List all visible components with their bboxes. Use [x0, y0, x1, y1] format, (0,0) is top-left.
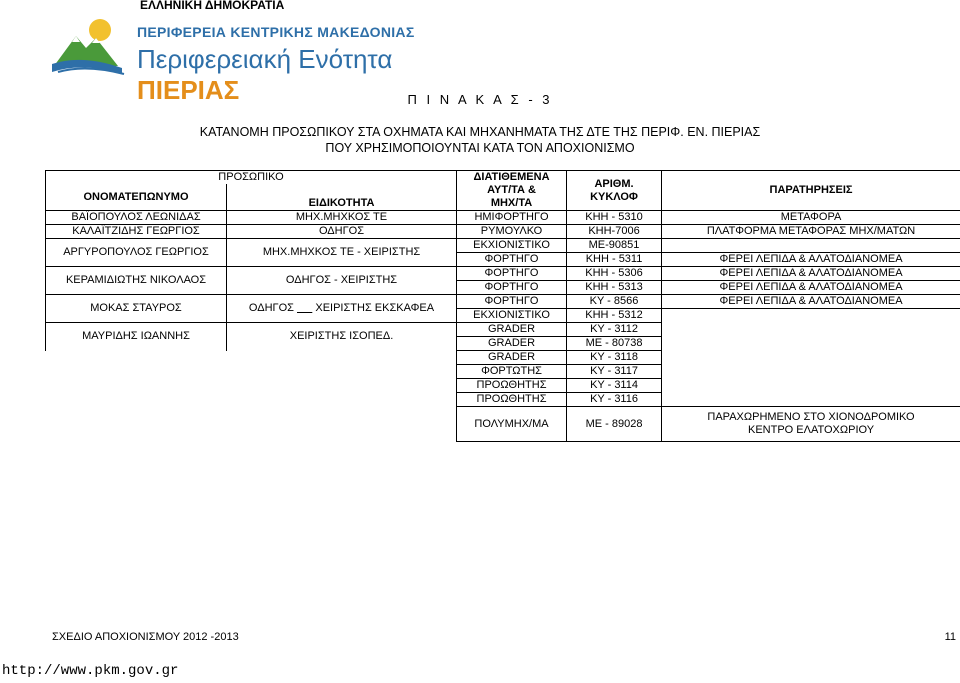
table-row	[46, 267, 960, 281]
staff-specialty	[227, 407, 457, 442]
staff-name: ΒΑΪΟΠΟΥΛΟΣ ΛΕΩΝΙΔΑΣ	[46, 211, 227, 225]
plate-header-line1: ΑΡΙΘΜ.	[594, 177, 634, 190]
staff-specialty: ΟΔΗΓΟΣ	[227, 225, 457, 239]
name-header: ΟΝΟΜΑΤΕΠΩΝΥΜΟ	[46, 184, 227, 211]
staff-name: ΜΟΚΑΣ ΣΤΑΥΡΟΣ	[46, 295, 227, 323]
vehicle-type: ΠΟΛΥΜΗΧ/ΜΑ	[457, 407, 567, 442]
row-note-line2: ΚΕΝΤΡΟ ΕΛΑΤΟΧΩΡΙΟΥ	[747, 424, 875, 436]
plate-number: ΚΗΗ - 5313	[567, 281, 662, 295]
page-number: 11	[944, 631, 956, 643]
staff-name	[46, 379, 227, 393]
plate-header	[567, 171, 662, 211]
plate-number: ΚΗΗ - 5310	[567, 211, 662, 225]
row-note: ΜΕΤΑΦΟΡΑ	[662, 211, 960, 225]
mountain-sun-logo-icon	[52, 14, 132, 78]
vehicle-type: ΦΟΡΤΗΓΟ	[457, 253, 567, 267]
footer-plan-title: ΣΧΕΔΙΟ ΑΠΟΧΙΟΝΙΣΜΟΥ 2012 -2013	[52, 631, 239, 643]
table-row	[46, 239, 960, 253]
document-subtitle-line1: ΚΑΤΑΝΟΜΗ ΠΡΟΣΩΠΙΚΟΥ ΣΤΑ ΟΧΗΜΑΤΑ ΚΑΙ ΜΗΧΑΝΗΜΑΤΑ ΤΗΣ ΔΤΕ ΤΗΣ ΠΕΡΙΦ. ΕΝ. ΠΙΕΡΙΑΣ	[199, 125, 761, 139]
notes-header: ΠΑΡΑΤΗΡΗΣΕΙΣ	[662, 171, 960, 211]
vehicle-type: ΕΚΧΙΟΝΙΣΤΙΚΟ	[457, 239, 567, 253]
vehicle-type: ΡΥΜΟΥΛΚΟ	[457, 225, 567, 239]
plate-number: ΚΗΗ - 5306	[567, 267, 662, 281]
table-row	[46, 365, 960, 379]
plate-number: ΚΥ - 8566	[567, 295, 662, 309]
row-note: ΦΕΡΕΙ ΛΕΠΙΔΑ & ΑΛΑΤΟΔΙΑΝΟΜΕΑ	[662, 295, 960, 309]
document-subtitle-line2: ΠΟΥ ΧΡΗΣΙΜΟΠΟΙΟΥΝΤΑΙ ΚΑΤΑ ΤΟΝ ΑΠΟΧΙΟΝΙΣΜΟ	[325, 141, 635, 155]
staff-specialty-part1: ΟΔΗΓΟΣ	[248, 302, 298, 314]
plate-number: ΚΗΗ - 5312	[567, 309, 662, 323]
plate-number: ΚΥ - 3118	[567, 351, 662, 365]
row-note	[662, 351, 960, 365]
plate-header-line2: ΚΥΚΛΟΦ	[590, 190, 638, 203]
staff-name: ΑΡΓΥΡΟΠΟΥΛΟΣ ΓΕΩΡΓΙΟΣ	[46, 239, 227, 267]
table-row	[46, 295, 960, 309]
specialty-underline-dash	[297, 302, 312, 314]
plate-number: ΜΕ-90851	[567, 239, 662, 253]
row-note	[662, 393, 960, 407]
vehicle-type: ΠΡΟΩΘΗΤΗΣ	[457, 393, 567, 407]
staff-group-header: ΠΡΟΣΩΠΙΚΟ	[46, 171, 457, 185]
row-note: ΦΕΡΕΙ ΛΕΠΙΔΑ & ΑΛΑΤΟΔΙΑΝΟΜΕΑ	[662, 253, 960, 267]
staff-name	[46, 407, 227, 442]
vehicle-type: GRADER	[457, 351, 567, 365]
plate-number: ΚΥ - 3112	[567, 323, 662, 337]
staff-specialty	[227, 295, 457, 323]
table-row	[46, 379, 960, 393]
row-note	[662, 379, 960, 393]
table-row	[46, 323, 960, 337]
table-row	[46, 407, 960, 442]
staff-name	[46, 365, 227, 379]
table-row	[46, 393, 960, 407]
table-row	[46, 211, 960, 225]
vehicle-type: ΠΡΟΩΘΗΤΗΣ	[457, 379, 567, 393]
vehicle-type: ΦΟΡΤΗΓΟ	[457, 281, 567, 295]
staff-specialty-part2: ΧΕΙΡΙΣΤΗΣ ΕΚΣΚΑΦΕΑ	[315, 302, 435, 314]
republic-title: ΕΛΛΗΝΙΚΗ ΔΗΜΟΚΡΑΤΙΑ	[140, 0, 285, 12]
table-row	[46, 351, 960, 365]
row-note	[662, 323, 960, 337]
row-note: ΦΕΡΕΙ ΛΕΠΙΔΑ & ΑΛΑΤΟΔΙΑΝΟΜΕΑ	[662, 267, 960, 281]
plate-number: ΜΕ - 89028	[567, 407, 662, 442]
staff-name	[46, 393, 227, 407]
row-note	[662, 407, 960, 442]
logo-unit-label: Περιφερειακή Ενότητα	[137, 44, 393, 74]
staff-name: ΜΑΥΡΙΔΗΣ ΙΩΑΝΝΗΣ	[46, 323, 227, 351]
logo-region-name: ΠΕΡΙΦΕΡΕΙΑ ΚΕΝΤΡΙΚΗΣ ΜΑΚΕΔΟΝΙΑΣ	[137, 24, 415, 40]
vehicle-type: ΦΟΡΤΗΓΟ	[457, 295, 567, 309]
plate-number: ΜΕ - 80738	[567, 337, 662, 351]
row-note	[662, 309, 960, 323]
plate-number: ΚΗΗ-7006	[567, 225, 662, 239]
staff-specialty	[227, 379, 457, 393]
vehicle-header-line3: ΜΗΧ/ΤΑ	[457, 197, 567, 211]
vehicle-type: ΦΟΡΤΗΓΟ	[457, 267, 567, 281]
staff-name	[46, 351, 227, 365]
staff-specialty	[227, 351, 457, 365]
vehicle-type: ΕΚΧΙΟΝΙΣΤΙΚΟ	[457, 309, 567, 323]
staff-specialty: ΜΗΧ.ΜΗΧΚΟΣ ΤΕ - ΧΕΙΡΙΣΤΗΣ	[227, 239, 457, 267]
staff-name: ΚΑΛΑΪΤΖΙΔΗΣ ΓΕΩΡΓΙΟΣ	[46, 225, 227, 239]
vehicle-header-line2: ΑΥΤ/ΤΑ &	[457, 184, 567, 197]
staff-specialty: ΧΕΙΡΙΣΤΗΣ ΙΣΟΠΕΔ.	[227, 323, 457, 351]
vehicle-type: GRADER	[457, 337, 567, 351]
row-note: ΦΕΡΕΙ ΛΕΠΙΔΑ & ΑΛΑΤΟΔΙΑΝΟΜΕΑ	[662, 281, 960, 295]
plate-number: ΚΥ - 3114	[567, 379, 662, 393]
staff-specialty: ΜΗΧ.ΜΗΧΚΟΣ ΤΕ	[227, 211, 457, 225]
plate-number: ΚΗΗ - 5311	[567, 253, 662, 267]
row-note-line1: ΠΑΡΑΧΩΡΗΜΕΝΟ ΣΤΟ ΧΙΟΝΟΔΡΟΜΙΚΟ	[707, 411, 915, 423]
staff-specialty	[227, 365, 457, 379]
staff-specialty: ΟΔΗΓΟΣ - ΧΕΙΡΙΣΤΗΣ	[227, 267, 457, 295]
staff-vehicle-table	[45, 170, 960, 442]
table-caption: Π Ι Ν Α Κ Α Σ - 3	[407, 92, 553, 107]
region-logo	[52, 14, 472, 105]
staff-specialty	[227, 393, 457, 407]
row-note	[662, 365, 960, 379]
row-note	[662, 337, 960, 351]
logo-unit-accent: ΠΙΕΡΙΑΣ	[137, 75, 240, 105]
plate-number: ΚΥ - 3117	[567, 365, 662, 379]
source-url: http://www.pkm.gov.gr	[2, 663, 179, 679]
row-note: ΠΛΑΤΦΟΡΜΑ ΜΕΤΑΦΟΡΑΣ ΜΗΧ/ΜΑΤΩΝ	[662, 225, 960, 239]
vehicle-header-line1: ΔΙΑΤΙΘΕΜΕΝΑ	[457, 171, 567, 185]
vehicle-type: GRADER	[457, 323, 567, 337]
row-note	[662, 239, 960, 253]
table-row	[46, 225, 960, 239]
specialty-header: ΕΙΔΙΚΟΤΗΤΑ	[227, 184, 457, 211]
vehicle-type: ΗΜΙΦΟΡΤΗΓΟ	[457, 211, 567, 225]
vehicle-type: ΦΟΡΤΩΤΗΣ	[457, 365, 567, 379]
plate-number: ΚΥ - 3116	[567, 393, 662, 407]
staff-name: ΚΕΡΑΜΙΔΙΩΤΗΣ ΝΙΚΟΛΑΟΣ	[46, 267, 227, 295]
